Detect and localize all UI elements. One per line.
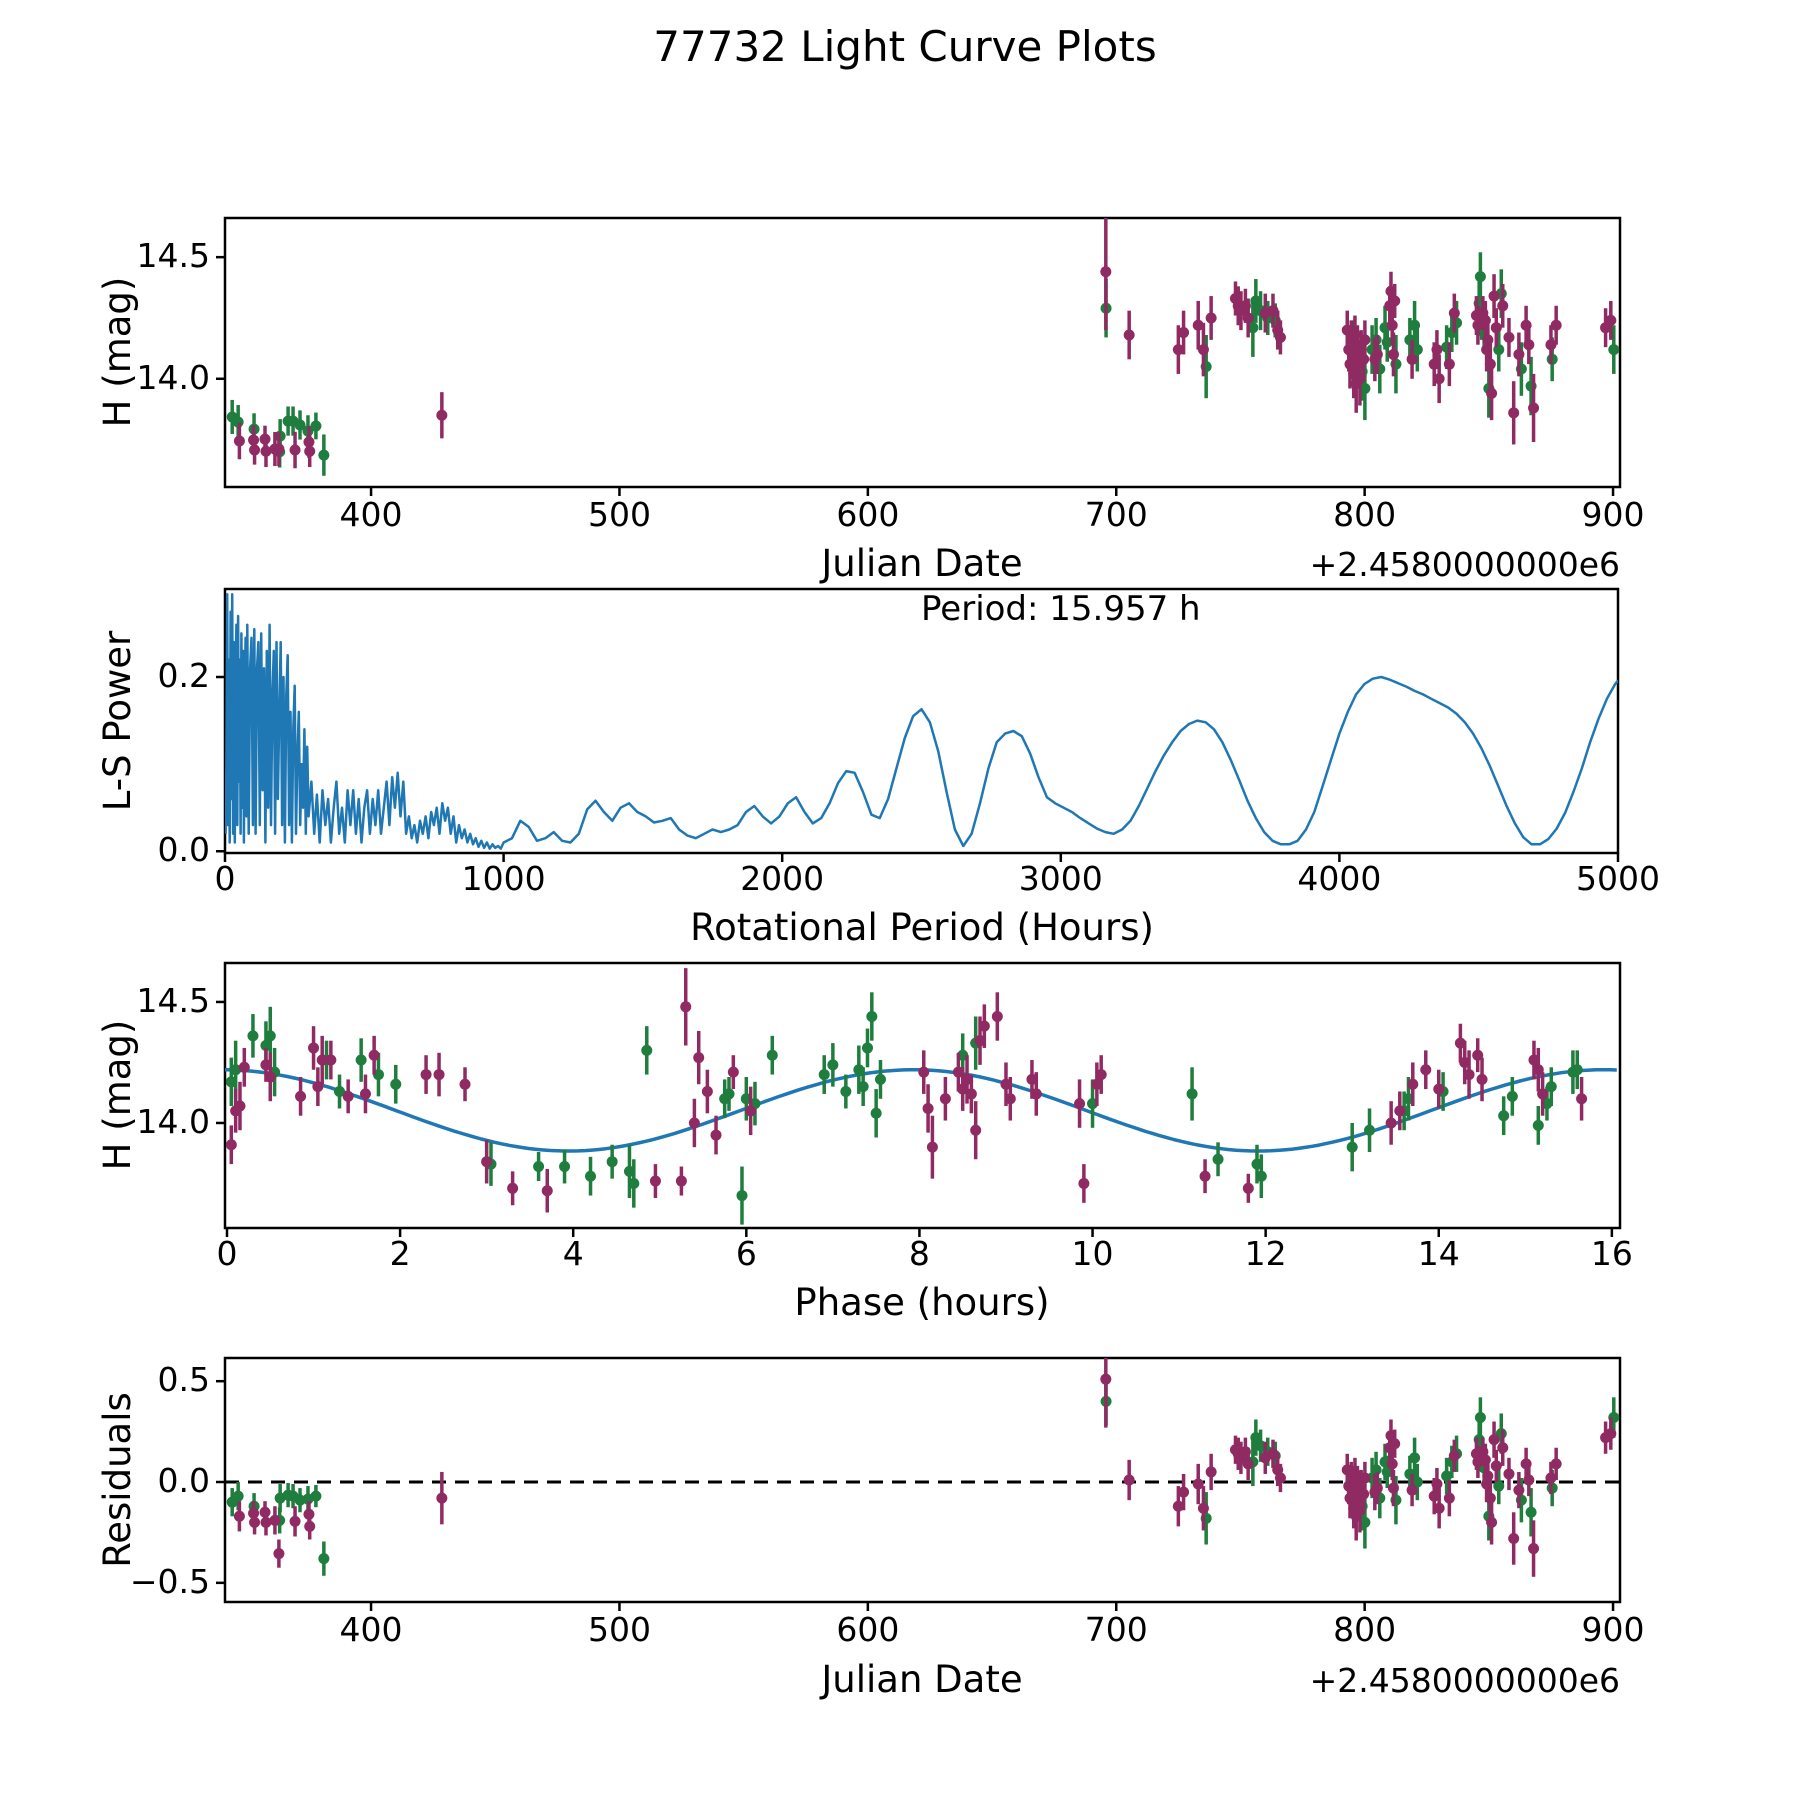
x-axis-offset-text-1: +2.4580000000e6 [1309, 545, 1620, 584]
x-tick-label: 900 [1581, 495, 1645, 534]
x-tick-label: 900 [1581, 1610, 1645, 1649]
x-tick-label: 600 [836, 495, 900, 534]
x-tick-label: 600 [836, 1610, 900, 1649]
period-annotation: Period: 15.957 h [921, 589, 1201, 629]
x-axis-label-julian-date-2: Julian Date [821, 1658, 1023, 1701]
subplot-residuals [225, 1358, 1620, 1602]
x-tick-label: 500 [587, 1610, 651, 1649]
y-tick-label: 0.0 [157, 1461, 210, 1501]
y-tick-label: 0.5 [157, 1360, 210, 1400]
x-tick-label: 0 [214, 859, 236, 898]
x-tick-label: 700 [1084, 495, 1148, 534]
figure-title: 77732 Light Curve Plots [653, 22, 1157, 71]
x-axis-offset-text-2: +2.4580000000e6 [1309, 1661, 1620, 1700]
x-tick-label: 400 [339, 495, 403, 534]
y-axis-label-h-mag-1: H (mag) [96, 276, 139, 428]
x-tick-label: 2 [389, 1234, 411, 1273]
subplot-light-curve [225, 218, 1620, 487]
x-tick-label: 800 [1333, 1610, 1397, 1649]
x-tick-label: 800 [1333, 495, 1397, 534]
x-tick-label: 16 [1590, 1234, 1633, 1273]
y-tick-label: 0.2 [157, 656, 210, 695]
y-axis-label-ls-power: L-S Power [96, 630, 139, 812]
x-tick-label: 14 [1417, 1234, 1460, 1273]
x-tick-label: 500 [587, 495, 651, 534]
x-axis-label-phase: Phase (hours) [794, 1281, 1050, 1324]
x-tick-label: 4 [562, 1234, 584, 1273]
x-tick-label: 6 [735, 1234, 757, 1273]
x-axis-label-rotational-period: Rotational Period (Hours) [690, 906, 1154, 949]
y-tick-label: 14.5 [136, 236, 210, 276]
y-tick-label: 0.0 [157, 830, 210, 870]
subplot-phase-folded [225, 963, 1620, 1228]
x-tick-label: 3000 [1018, 859, 1103, 898]
x-tick-label: 8 [908, 1234, 930, 1273]
x-tick-label: 10 [1071, 1234, 1114, 1273]
x-tick-label: 1000 [461, 859, 546, 898]
x-tick-label: 700 [1084, 1610, 1148, 1649]
x-tick-label: 400 [339, 1610, 403, 1649]
x-tick-label: 0 [216, 1234, 238, 1273]
x-tick-label: 5000 [1576, 859, 1660, 898]
x-axis-label-julian-date-1: Julian Date [821, 542, 1023, 585]
x-tick-label: 2000 [740, 859, 825, 898]
x-tick-label: 4000 [1297, 859, 1382, 898]
y-tick-label: 14.5 [136, 980, 210, 1020]
y-tick-label: 14.0 [136, 357, 210, 397]
y-tick-label: −0.5 [129, 1561, 210, 1601]
x-tick-label: 12 [1244, 1234, 1287, 1273]
y-tick-label: 14.0 [136, 1101, 210, 1141]
y-axis-label-residuals: Residuals [96, 1392, 139, 1568]
y-axis-label-h-mag-2: H (mag) [96, 1019, 139, 1171]
